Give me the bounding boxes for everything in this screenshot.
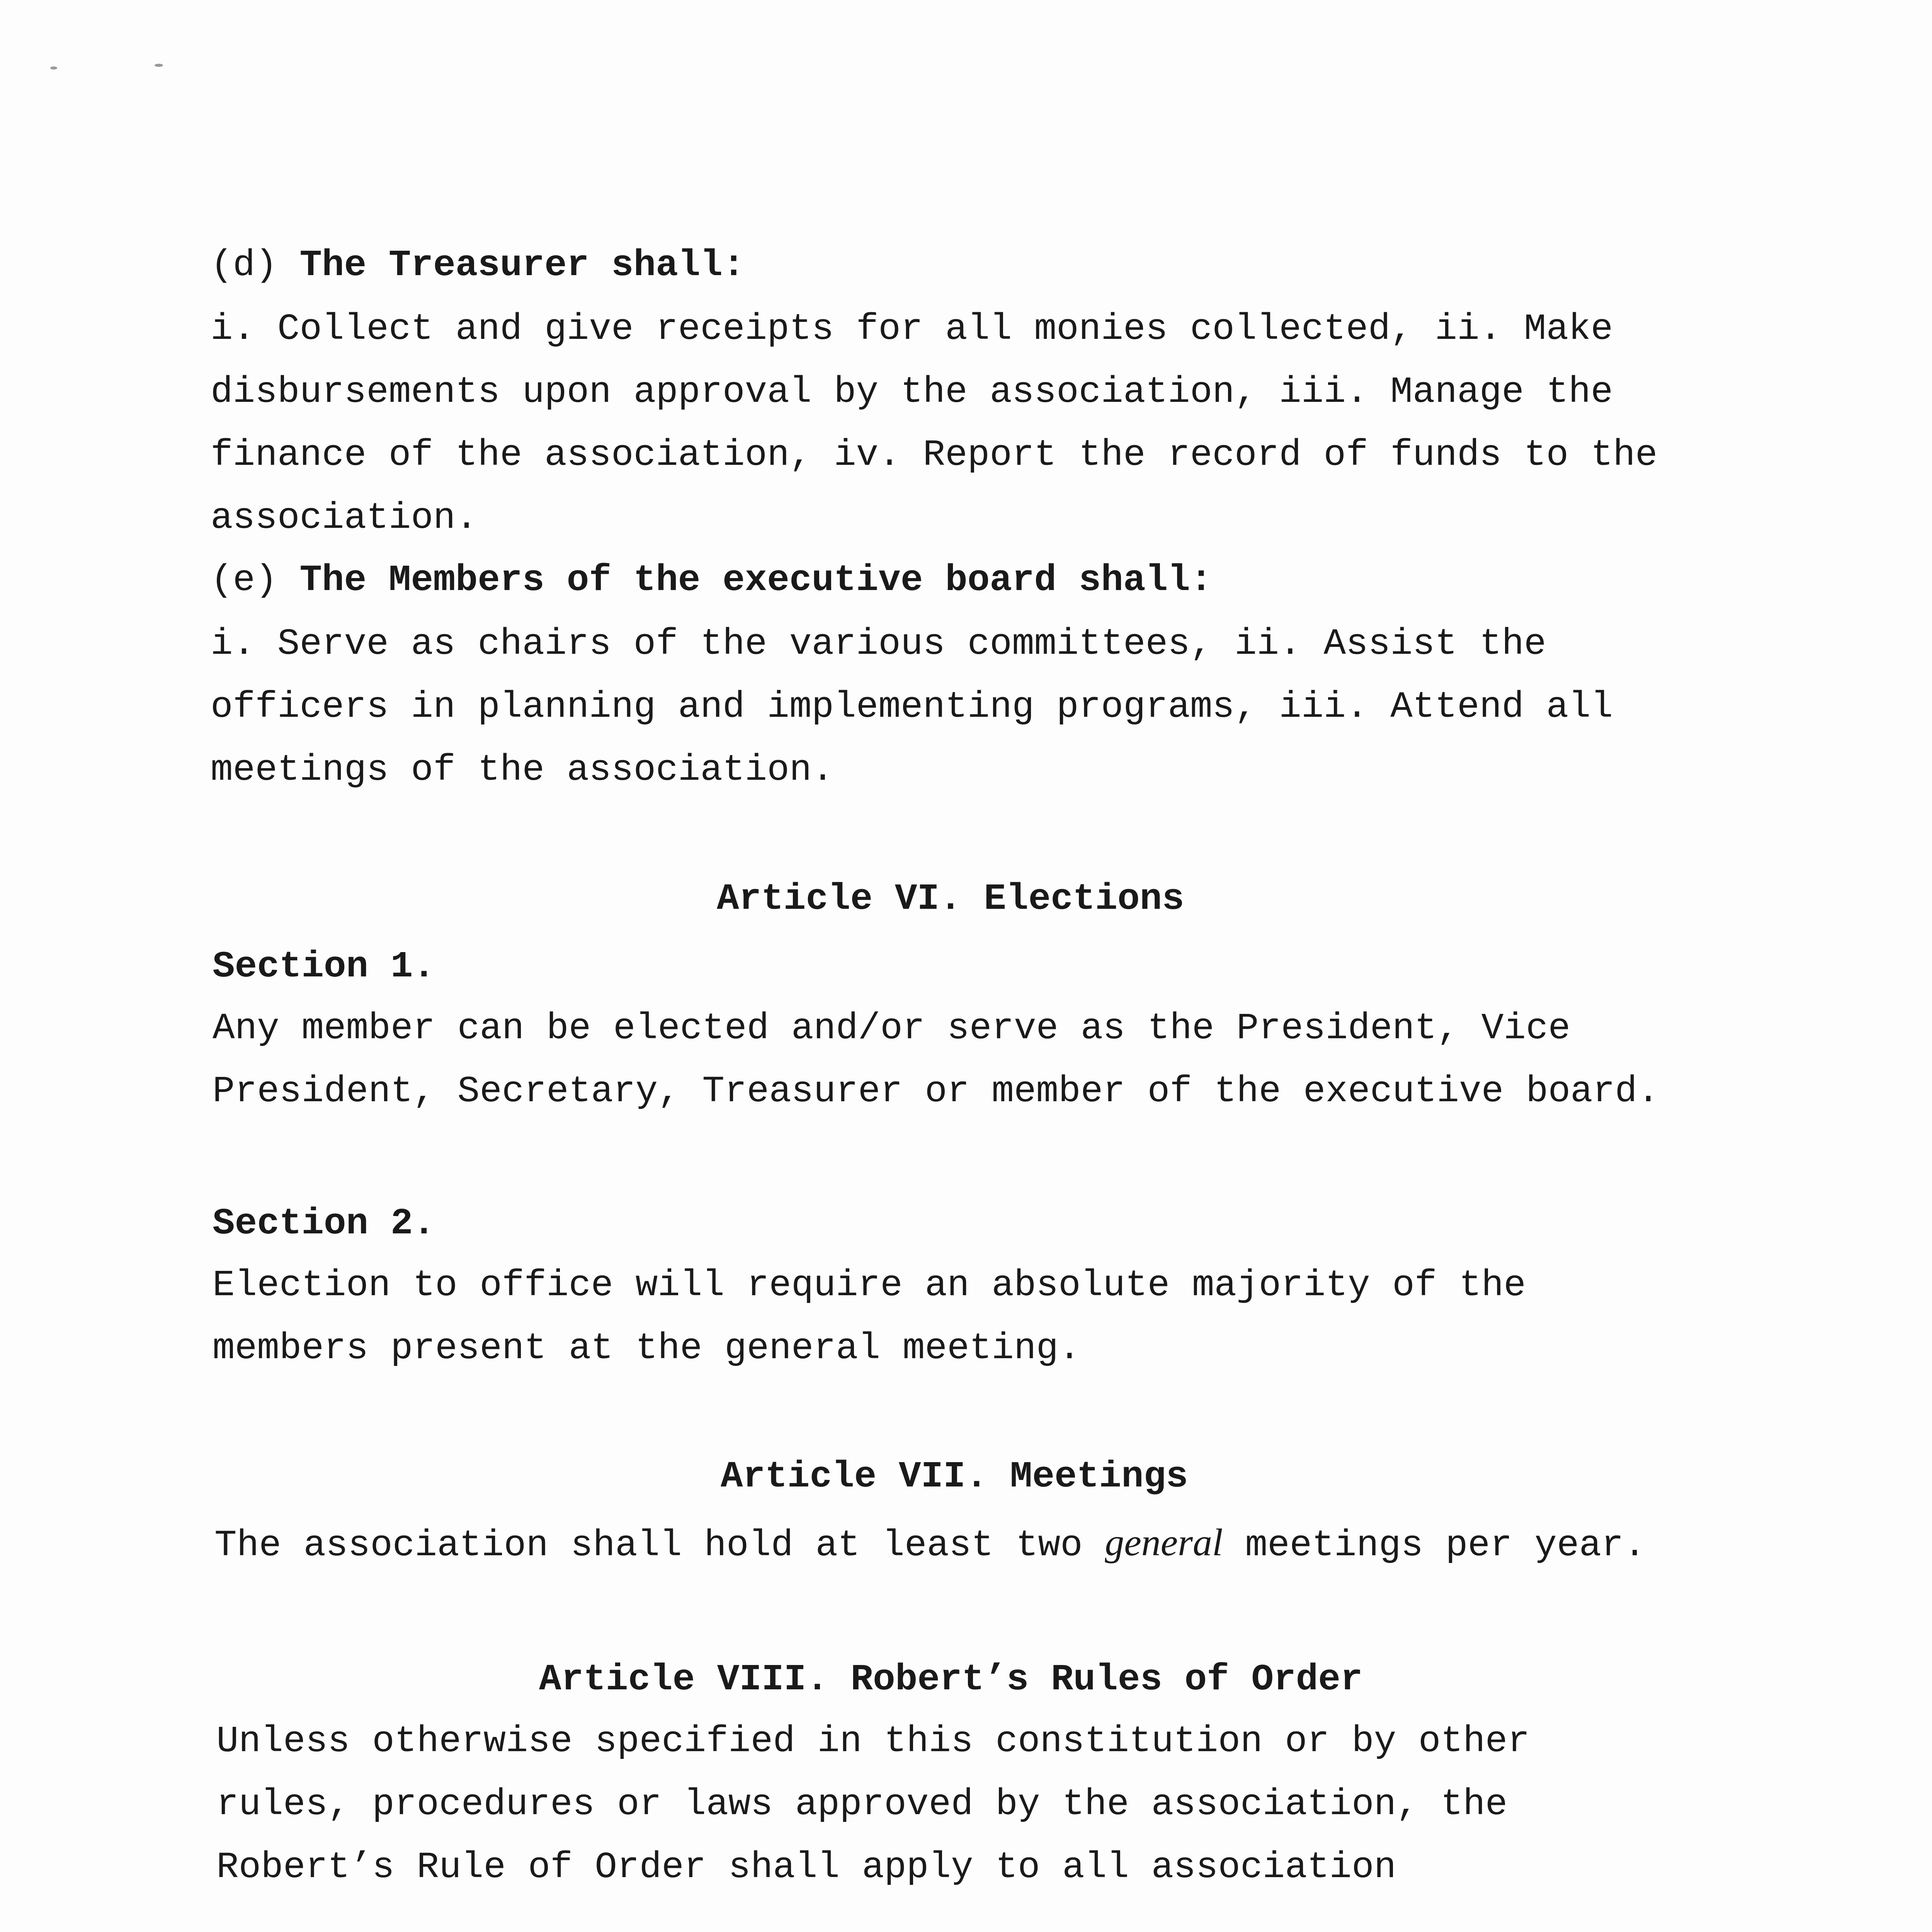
treasurer-line: association.: [211, 497, 478, 539]
treasurer-title: The Treasurer shall:: [299, 244, 745, 286]
article-vii-heading: Article VII. Meetings: [721, 1456, 1188, 1498]
section-2-body: [213, 1254, 1526, 1380]
treasurer-heading: [211, 234, 745, 297]
scan-speck: [155, 64, 163, 67]
article-vi-heading: Article VI. Elections: [717, 878, 1184, 920]
treasurer-line: i. Collect and give receipts for all monies collected, ii. Make: [211, 308, 1613, 350]
treasurer-line: finance of the association, iv. Report the record of funds to the: [211, 434, 1658, 476]
executive-board-line: meetings of the association.: [211, 749, 834, 791]
treasurer-label: (d): [211, 244, 277, 286]
article-viii-line: rules, procedures or laws approved by the association, the: [216, 1783, 1508, 1825]
scan-speck: [50, 66, 57, 70]
article-vii-text-after: meetings per year.: [1223, 1524, 1646, 1566]
article-viii-line: Unless otherwise specified in this constitution or by other: [216, 1720, 1530, 1762]
treasurer-duties: [211, 298, 1658, 549]
article-vii-body: [214, 1511, 1646, 1577]
section-2-line: members present at the general meeting.: [213, 1327, 1081, 1369]
article-vii-emphasis: general: [1105, 1521, 1223, 1564]
article-viii-heading: Article VIII. Robert’s Rules of Order: [539, 1658, 1363, 1701]
article-viii-body: [216, 1710, 1530, 1899]
article-vii-text-before: The association shall hold at least two: [214, 1524, 1105, 1566]
executive-board-title: The Members of the executive board shall:: [299, 559, 1213, 601]
section-1-body: [213, 997, 1660, 1123]
section-1-heading: Section 1.: [213, 946, 435, 988]
section-2-heading: Section 2.: [213, 1202, 435, 1245]
treasurer-line: disbursements upon approval by the association, iii. Manage the: [211, 371, 1613, 413]
executive-board-label: (e): [211, 559, 277, 601]
section-2-line: Election to office will require an absolute majority of the: [213, 1264, 1526, 1306]
section-1-line: President, Secretary, Treasurer or member of the executive board.: [213, 1070, 1660, 1112]
section-1-line: Any member can be elected and/or serve as the President, Vice: [213, 1007, 1571, 1049]
executive-board-duties: [211, 612, 1613, 801]
article-viii-line: Robert’s Rule of Order shall apply to all association: [216, 1846, 1396, 1888]
executive-board-heading: [211, 549, 1212, 612]
executive-board-line: i. Serve as chairs of the various committees, ii. Assist the: [211, 623, 1546, 665]
executive-board-line: officers in planning and implementing programs, iii. Attend all: [211, 686, 1613, 728]
